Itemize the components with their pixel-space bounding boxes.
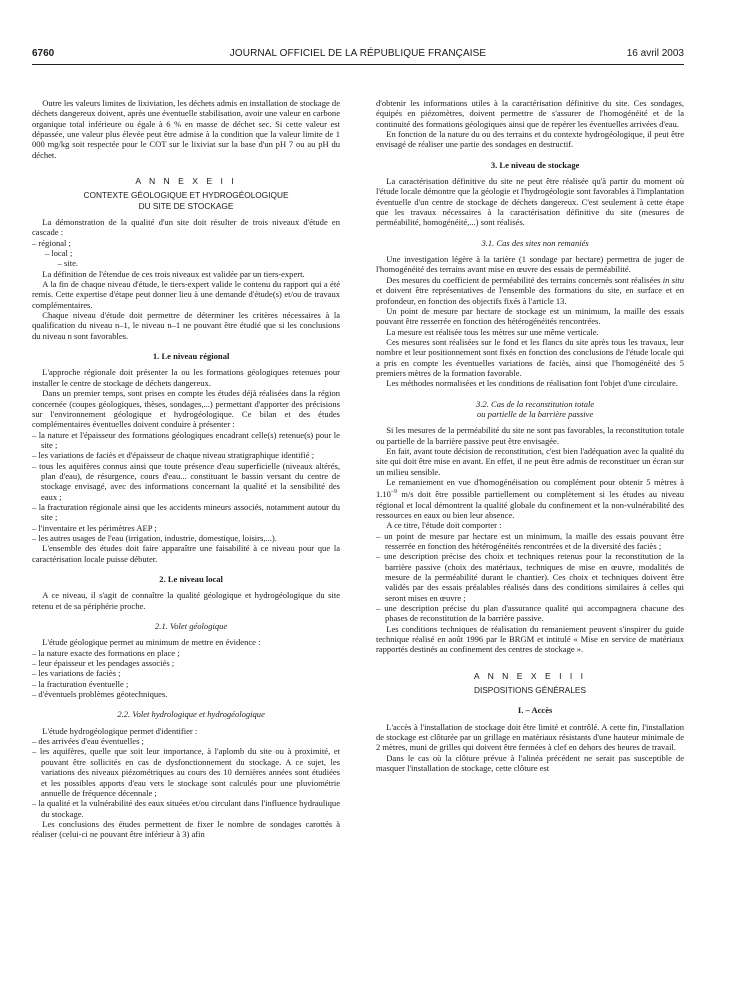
- list-item: – un point de mesure par hectare est un minimum, la maille des essais pouvant être resserrée en fonction des hétérogénéités rencontrées et de la diversité des faciès ;: [376, 531, 684, 552]
- annex-title: CONTEXTE GÉOLOGIQUE ET HYDROGÉOLOGIQUE: [83, 190, 289, 201]
- subsection-heading: 2.2. Volet hydrologique et hydrogéologique: [117, 709, 265, 720]
- paragraph: La démonstration de la qualité d'un site doit résulter de trois niveaux d'étude en cascade :: [32, 217, 340, 238]
- list-item: – la nature et l'épaisseur des formations géologiques encadrant celle(s) retenue(s) pour le site ;: [32, 430, 340, 451]
- list-item: – la fracturation régionale ainsi que les accidents mineurs associés, notamment autour du site ;: [32, 502, 340, 523]
- publication-date: 16 avril 2003: [626, 48, 684, 59]
- list-item: – les variations de faciès ;: [32, 668, 340, 678]
- header-rule: [32, 64, 684, 65]
- paragraph: Dans un premier temps, sont prises en compte les études déjà réalisées dans la région concernée (coupes géologiques, thèses, sondages,...) permettant d'apporter des précisions sur l'environnement géologique et hydrogéologique. Ce bilan et des études complémentaires éventuelles doivent conduire à présenter :: [32, 388, 340, 430]
- paragraph: En fait, avant toute décision de reconstitution, c'est bien l'adéquation avec la qualité du site qui doit être mise en avant. En effet, il ne peut être admis de reconstituer un écran sur un milieu sensible.: [376, 445, 684, 477]
- list-item: – la nature exacte des formations en place ;: [32, 648, 340, 658]
- list-item: – site.: [57, 258, 79, 269]
- annex-heading: A N N E X E I I I: [473, 670, 587, 681]
- list-item: – les variations de faciès et d'épaisseur de chaque niveau stratigraphique identifié ;: [32, 450, 340, 460]
- section-heading: 2. Le niveau local: [159, 574, 223, 584]
- paragraph: Si les mesures de la perméabilité du site ne sont pas favorables, la reconstitution totale ou partielle de la barrière passive peut être envisagée.: [376, 425, 684, 446]
- list-item: – tous les aquifères connus ainsi que toute présence d'eau superficielle (niveaux altérés, plan d'eau), de résurgence, cours d'eau... constituant le bassin versant du centre de stockage envisagé, avec des informations concernant la qualité et la sensibilité des eaux ;: [32, 461, 340, 502]
- paragraph: [376, 477, 684, 520]
- paragraph: Une investigation légère à la tarière (1 sondage par hectare) permettra de juger de l'homogénéité des terrains avant mise en œuvre des essais de perméabilité.: [376, 254, 684, 275]
- paragraph: L'approche régionale doit présenter la ou les formations géologiques retenues pour installer le centre de stockage de déchets dangereux.: [32, 367, 340, 388]
- exponent: –9: [390, 489, 397, 496]
- text-run: Le remaniement en vue d'homogénéisation ou complément pour obtenir 5 mètres à 1.10: [376, 477, 684, 500]
- list-item: – la fracturation éventuelle ;: [32, 679, 340, 689]
- right-column: [376, 98, 684, 773]
- paragraph: A la fin de chaque niveau d'étude, le tiers-expert valide le contenu du rapport qui a été remis. Cette expertise d'étape peut donner lieu à une demande d'étude(s) et/ou de travaux complémentaires.: [32, 279, 340, 310]
- section-heading: I. – Accès: [517, 705, 553, 716]
- paragraph: La mesure est réalisée tous les mètres sur une même verticale.: [386, 326, 599, 337]
- list-item: – une description précise des choix et techniques retenus pour la reconstitution de la barrière passive (choix des matériaux, techniques de mise en œuvre, modalités de mesure de la perméabilité durant le chantier). Ces choix et techniques doivent être validés par des essais préalables réalisés dans des conditions similaires à celles qui seront mises en œuvre ;: [376, 551, 684, 603]
- annex-title: DU SITE DE STOCKAGE: [138, 200, 234, 211]
- paragraph: Les méthodes normalisées et les conditions de réalisation font l'objet d'une circulaire.: [386, 378, 678, 389]
- text-run: Des mesures du coefficient de perméabilité des terrains concernés sont réalisées: [386, 274, 663, 285]
- list-item: – local ;: [44, 248, 73, 259]
- list-item: – régional ;: [32, 237, 71, 248]
- page-header: [32, 48, 684, 62]
- paragraph: En fonction de la nature du ou des terrains et du contexte hydrogéologique, il peut être envisagé de réaliser une partie des sondages en destructif.: [376, 129, 684, 150]
- list-item: – une description précise du plan d'assurance qualité qui accompagnera chacune des phases de reconstitution de la barrière passive.: [376, 603, 684, 624]
- subsection-heading: 2.1. Volet géologique: [155, 621, 228, 632]
- list-item: – leur épaisseur et les pendages associés ;: [32, 658, 340, 668]
- section-heading: 3. Le niveau de stockage: [490, 159, 580, 170]
- list-item: – l'inventaire et les périmètres AEP ;: [32, 523, 340, 533]
- paragraph: Un point de mesure par hectare de stockage est un minimum, la maille des essais pouvant être resserrée en fonction des hétérogénéités rencontrées.: [376, 305, 684, 327]
- paragraph: L'ensemble des études doit faire apparaître une faisabilité à ce niveau pour que la caractérisation locale puisse débuter.: [32, 543, 340, 564]
- list-item: – d'éventuels problèmes géotechniques.: [32, 689, 340, 699]
- text-run: m/s doit être possible partiellement ou complètement si les études au niveau régional et local démontrent la qualité globale du confinement et la non-vulnérabilité des ressources en eaux ou bien leur absence.: [376, 489, 684, 520]
- annex-heading: A N N E X E I I: [135, 176, 237, 187]
- paragraph: La définition de l'étendue de ces trois niveaux est validée par un tiers-expert.: [42, 268, 305, 279]
- paragraph: Les conditions techniques de réalisation du remaniement peuvent s'inspirer du guide technique réalisé en août 1996 par le BRGM et intitulé « Mise en service de matériaux rapportés destinés au confinement des centres de stockage ».: [376, 623, 684, 655]
- paragraph: L'étude géologique permet au minimum de mettre en évidence :: [42, 637, 261, 648]
- paragraph: L'accès à l'installation de stockage doit être limité et contrôlé. A cette fin, l'installation de stockage est clôturée par un grillage en matériaux résistants d'une hauteur minimale de 2 mètres, muni de grilles qui doivent être fermées à clef en dehors des heures de travail.: [376, 721, 684, 753]
- paragraph: [376, 275, 684, 306]
- list-item: – la qualité et la vulnérabilité des eaux situées et/ou circulant dans l'influence hydraulique du stockage.: [32, 798, 340, 819]
- paragraph: Ces mesures sont réalisées sur le fond et les flancs du site après tous les travaux, leur nombre et leur positionnement sont fixés en fonction des conclusions de l'étude locale qui a pris en compte les éventuelles variations de faciès, ainsi que l'homogénéité des 5 premiers mètres de la formation favorable.: [376, 336, 684, 378]
- subsection-heading: 3.2. Cas de la reconstitution totale: [476, 398, 595, 409]
- paragraph: A ce titre, l'étude doit comporter :: [386, 520, 502, 531]
- list-item: – les aquifères, quelle que soit leur importance, à l'aplomb du site ou à proximité, et pouvant être sollicités en cas de dysfonctionnement du stockage. A ce sujet, les variations des niveaux piézométriques au cours des 10 dernières années sont étudiées et les possibles apports d'eau vers le stockage sont calculés pour une pluviométrie annuelle de fréquence décennale ;: [32, 746, 340, 798]
- paragraph: Les conclusions des études permettent de fixer le nombre de sondages carottés à réaliser (celui-ci ne pouvant être inférieur à 3) afin: [32, 818, 340, 840]
- paragraph: Dans le cas où la clôture prévue à l'alinéa précédent ne serait pas susceptible de masquer l'installation de stockage, cette clôture est: [376, 752, 684, 774]
- section-heading: 1. Le niveau régional: [152, 351, 230, 362]
- paragraph: d'obtenir les informations utiles à la caractérisation définitive du site. Ces sondages, équipés en piézomètres, doivent permettre de s'assurer de l'homogénéité et de la continuité des formations géologiques ainsi que de repérer les éventuelles arrivées d'eau.: [376, 98, 684, 129]
- paragraph: La caractérisation définitive du site ne peut être réalisée qu'à partir du moment où l'étude locale démontre que la géologie et l'hydrogéologie sont favorables à l'implantation éventuelle d'un centre de stockage de déchets dangereux. C'est seulement à cette étape que les travaux nécessaires à la caractérisation définitive du site (mesures de perméabilité, homogénéité,...) sont réalisés.: [376, 176, 684, 228]
- italic-term: in situ: [662, 274, 685, 285]
- list-item: – des arrivées d'eau éventuelles ;: [32, 736, 340, 746]
- list-item: – les autres usages de l'eau (irrigation, industrie, domestique, loisirs,...).: [32, 533, 340, 543]
- paragraph: A ce niveau, il s'agit de connaître la qualité géologique et hydrogéologique du site retenu et de sa périphérie proche.: [32, 590, 340, 611]
- text-run: et doivent être représentatives de l'ensemble des formations du site, en surface et en profondeur, en fonction des objectifs fixés à l'article 13.: [376, 285, 684, 306]
- paragraph: L'étude hydrogéologique permet d'identifier :: [42, 725, 198, 736]
- page-number: 6760: [32, 48, 55, 59]
- subsection-heading: 3.1. Cas des sites non remaniés: [481, 237, 589, 248]
- journal-title: JOURNAL OFFICIEL DE LA RÉPUBLIQUE FRANÇAISE: [229, 48, 487, 59]
- left-column: [32, 98, 340, 840]
- paragraph: Outre les valeurs limites de lixiviation, les déchets admis en installation de stockage de déchets dangereux doivent, après une éventuelle stabilisation, avoir une valeur en carbone organique total inférieure ou égale à 6 % en masse de déchet sec. Si cette valeur est dépassée, une valeur plus élevée peut être admise à la condition que la valeur limite de 1 000 mg/kg soit respectée pour le COT sur le lixiviat sur la base d'un pH 7 ou au pH du déchet.: [32, 98, 340, 160]
- annex-title: DISPOSITIONS GÉNÉRALES: [473, 685, 587, 696]
- paragraph: Chaque niveau d'étude doit permettre de déterminer les critères nécessaires à la qualification du niveau n–1, le niveau n–1 ne pouvant être étudié que si les conclusions du niveau n sont favorables.: [32, 310, 340, 341]
- subsection-heading: ou partielle de la barrière passive: [477, 408, 594, 419]
